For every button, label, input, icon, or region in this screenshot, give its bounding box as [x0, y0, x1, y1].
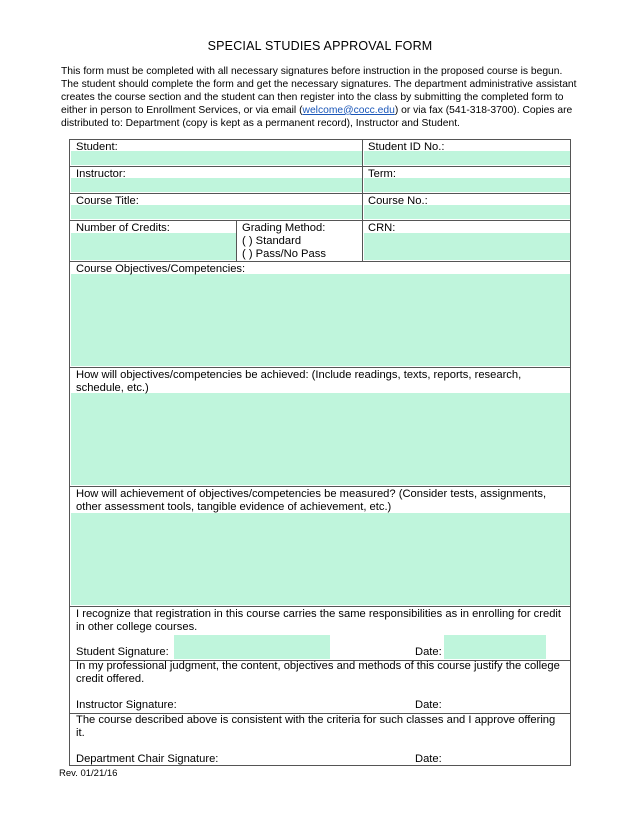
- measured-label: How will achievement of objectives/competencies be measured? (Consider tests, assignments, other assessment tools, tangible evidence of achievement, etc.): [76, 488, 547, 514]
- student-id-label: Student ID No.:: [368, 141, 445, 153]
- email-link[interactable]: welcome@cocc.edu: [302, 104, 395, 116]
- term-label: Term:: [368, 168, 396, 180]
- student-date-label: Date:: [415, 646, 442, 658]
- intro-paragraph: [61, 66, 581, 131]
- intro-text-2: ) or via fax (541-318-3700). Copies are distributed to: Department (copy is kept as a permanent record), Instructor and Student.: [61, 104, 573, 129]
- measured-field[interactable]: [71, 513, 570, 605]
- objectives-label: Course Objectives/Competencies:: [76, 263, 246, 275]
- achieved-label: How will objectives/competencies be achieved: (Include readings, texts, reports, research, schedule, etc.): [76, 369, 522, 395]
- grading-option-standard[interactable]: ( ) Standard: [242, 235, 302, 247]
- revision-label: Rev. 01/21/16: [59, 768, 118, 779]
- instructor-label: Instructor:: [76, 168, 126, 180]
- instructor-date-label: Date:: [415, 699, 442, 711]
- student-label: Student:: [76, 141, 118, 153]
- grading-method-label: Grading Method:: [242, 222, 326, 234]
- chair-date-label: Date:: [415, 753, 442, 765]
- objectives-field[interactable]: [71, 274, 570, 366]
- approval-form: [69, 139, 571, 766]
- intro-text-1: This form must be completed with all necessary signatures before instruction in the proposed course is begun. The student should complete the form and get the necessary signatures. The department administrative assistant creates the course section and the student can then register into the class by submitting the completed form to either in person to Enrollment Services, or via email (: [61, 66, 577, 116]
- chair-signature-label: Department Chair Signature:: [76, 753, 219, 765]
- student-statement: I recognize that registration in this course carries the same responsibilities as in enrolling for credit in other college courses.: [76, 608, 562, 634]
- crn-label: CRN:: [368, 222, 396, 234]
- form-title: SPECIAL STUDIES APPROVAL FORM: [207, 39, 433, 53]
- student-signature-label: Student Signature:: [76, 646, 169, 658]
- achieved-field[interactable]: [71, 393, 570, 485]
- course-no-label: Course No.:: [368, 195, 428, 207]
- chair-statement: The course described above is consistent with the criteria for such classes and I approve offering it.: [76, 714, 556, 740]
- grading-option-pass-no-pass[interactable]: ( ) Pass/No Pass: [242, 248, 326, 260]
- credits-label: Number of Credits:: [76, 222, 170, 234]
- instructor-statement: In my professional judgment, the content, objectives and methods of this course justify the college credit offered.: [76, 660, 560, 686]
- instructor-signature-label: Instructor Signature:: [76, 699, 177, 711]
- course-title-label: Course Title:: [76, 195, 139, 207]
